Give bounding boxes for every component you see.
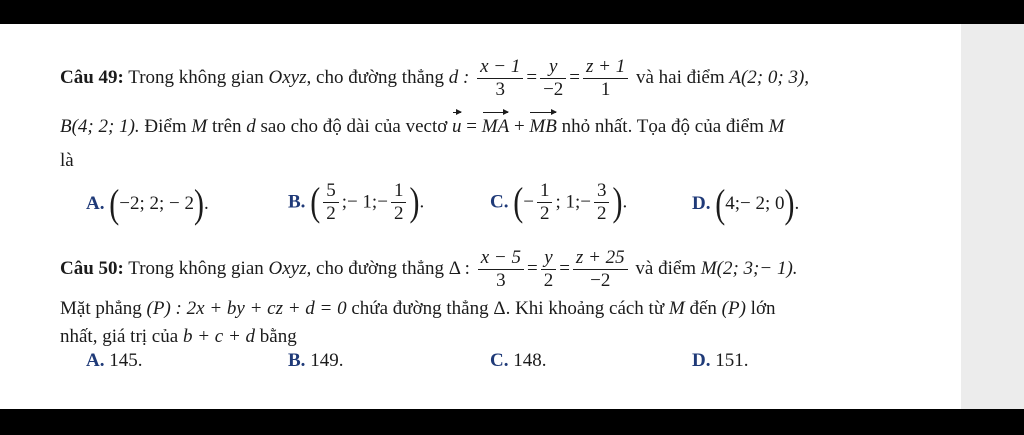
q50-line1: Câu 50: Trong không gian Oxyz, cho đường thẳng Δ : $\frac{x - 5}{3}$ = $\frac{y}{2}$ = $\frac{z + 25}{-2}$ và điểm M(2; 3;− 1). — [60, 247, 798, 291]
vector-mb: MB — [529, 116, 557, 137]
q49-fraction-x: $\frac{x - 1}{3}$ — [477, 56, 523, 101]
q50-fraction-y: $\frac{y}{2}$ — [541, 247, 557, 292]
q49-option-d[interactable]: D. (4;− 2; 0). — [692, 181, 800, 227]
q50-line3: nhất, giá trị của b + c + d bằng — [60, 326, 297, 347]
q50-option-c[interactable]: C. 148. — [490, 350, 547, 371]
q49-label: Câu 49: — [60, 66, 124, 88]
q49-line2: B(4; 2; 1). Điểm M trên d sao cho độ dài của vectơ u = MA + MB nhỏ nhất. Tọa độ của điểm M — [60, 116, 785, 137]
q50-label: Câu 50: — [60, 257, 124, 279]
q49-option-b[interactable]: B. ( $\frac{5}{2}$ ;− 1;− $\frac{1}{2}$ ). — [288, 179, 425, 225]
q50-option-b[interactable]: B. 149. — [288, 350, 344, 371]
q50-option-d[interactable]: D. 151. — [692, 350, 749, 371]
q50-option-a[interactable]: A. 145. — [86, 350, 143, 371]
vector-ma: MA — [481, 116, 510, 137]
q49-fraction-z: $\frac{z + 1}{1}$ — [583, 56, 628, 101]
q50-point-m: M(2; 3;− 1). — [700, 257, 798, 279]
q49-option-a[interactable]: A. (−2; 2; − 2). — [86, 181, 209, 227]
q50-line2: Mặt phẳng (P) : 2x + by + cz + d = 0 chứa đường thẳng Δ. Khi khoảng cách từ M đến (P) lớn — [60, 298, 776, 319]
vector-u: u — [452, 116, 462, 137]
q50-fraction-x: $\frac{x - 5}{3}$ — [478, 247, 524, 292]
q49-point-b: B(4; 2; 1). — [60, 116, 140, 137]
q49-fraction-y: $\frac{y}{-2}$ — [540, 56, 566, 101]
q50-plane-equation: (P) : 2x + by + cz + d = 0 — [146, 298, 347, 319]
scrollbar-track[interactable] — [961, 24, 1024, 409]
q49-option-c[interactable]: C. (− $\frac{1}{2}$ ; 1;− $\frac{3}{2}$ ). — [490, 179, 628, 225]
q49-line3: là — [60, 150, 74, 171]
q49-line1: Câu 49: Trong không gian Oxyz, cho đường thẳng d : $\frac{x - 1}{3}$ = $\frac{y}{-2}$ = $\frac{z + 1}{1}$ và hai điểm A(2; 0; 3), — [60, 56, 810, 100]
q49-point-a: A(2; 0; 3), — [729, 66, 810, 88]
q50-fraction-z: $\frac{z + 25}{-2}$ — [573, 247, 628, 292]
